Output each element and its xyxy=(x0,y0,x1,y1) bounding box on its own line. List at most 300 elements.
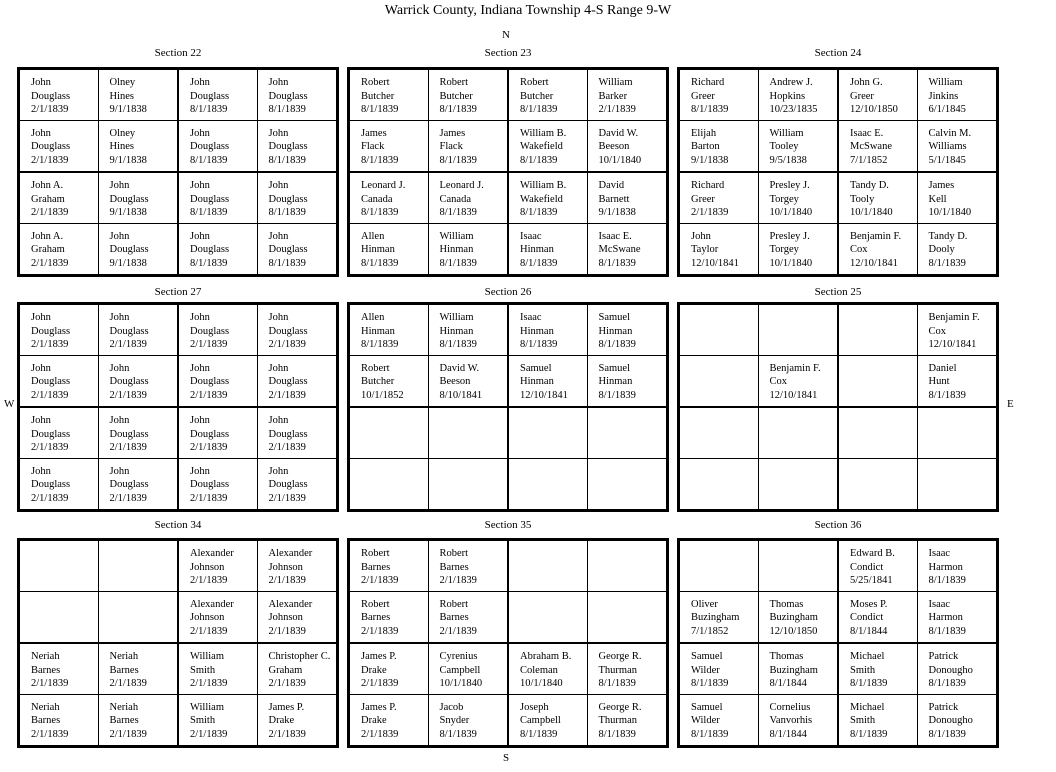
quarter-section xyxy=(350,70,508,172)
patent-date: 8/1/1839 xyxy=(928,575,966,586)
owner-first-name: Leonard J. xyxy=(439,180,484,191)
land-parcel xyxy=(20,541,99,592)
land-parcel xyxy=(99,541,178,592)
patent-date: 2/1/1839 xyxy=(268,625,306,637)
owner-last-name: Graham xyxy=(268,664,303,676)
owner-last-name: Johnson xyxy=(190,612,225,623)
land-parcel xyxy=(839,70,918,121)
owner-first-name: Isaac E. xyxy=(850,127,884,139)
owner-last-name: Buzingham xyxy=(769,664,818,676)
owner-first-name: William xyxy=(439,230,474,242)
owner-first-name: Robert xyxy=(361,548,390,559)
owner-last-name: Douglass xyxy=(268,428,308,440)
patent-date: 12/10/1841 xyxy=(769,389,818,401)
owner-first-name: John xyxy=(268,312,289,323)
owner-last-name: Jinkins xyxy=(928,90,959,102)
patent-date: 8/1/1839 xyxy=(691,678,729,689)
owner-first-name: Isaac xyxy=(520,312,542,323)
land-parcel xyxy=(918,224,997,275)
compass-north-label: N xyxy=(502,29,510,41)
quarter-section xyxy=(508,70,666,172)
land-parcel xyxy=(429,70,508,121)
quarter-section xyxy=(508,541,666,643)
land-parcel xyxy=(588,70,667,121)
owner-last-name: Butcher xyxy=(361,90,395,102)
owner-last-name: Hinman xyxy=(598,325,633,337)
patent-date: 10/1/1852 xyxy=(361,389,404,401)
owner-first-name: Robert xyxy=(439,77,469,88)
owner-first-name: Neriah xyxy=(109,701,139,713)
owner-first-name: Jacob xyxy=(439,701,464,713)
patent-date: 2/1/1839 xyxy=(361,728,399,740)
section-grid xyxy=(677,538,999,748)
patent-date: 8/1/1839 xyxy=(361,154,399,166)
owner-first-name: James xyxy=(361,127,387,139)
owner-first-name: John xyxy=(109,362,130,374)
patent-date: 9/1/1838 xyxy=(691,154,729,166)
owner-first-name: Samuel xyxy=(691,701,723,713)
owner-first-name: Moses P. xyxy=(850,598,888,610)
owner-first-name: John xyxy=(190,127,210,139)
quarter-section xyxy=(20,407,178,509)
section-grid xyxy=(347,67,669,277)
owner-last-name: Hinman xyxy=(598,376,633,387)
owner-last-name: Hinman xyxy=(439,244,474,255)
owner-last-name: Cox xyxy=(850,244,868,255)
patent-date: 2/1/1839 xyxy=(190,625,228,637)
patent-date: 8/1/1839 xyxy=(268,257,306,269)
patent-date: 8/1/1839 xyxy=(928,389,966,401)
patent-date: 8/1/1839 xyxy=(361,257,399,269)
land-parcel xyxy=(258,224,337,275)
section-grid xyxy=(17,538,339,748)
quarter-section xyxy=(350,407,508,509)
owner-last-name: Wilder xyxy=(691,715,720,726)
section-grid xyxy=(347,538,669,748)
patent-date: 8/1/1839 xyxy=(928,257,966,269)
land-parcel xyxy=(509,644,588,695)
owner-first-name: Robert xyxy=(439,548,469,559)
owner-last-name: Cox xyxy=(928,325,947,337)
patent-date: 8/1/1839 xyxy=(598,728,636,740)
owner-last-name: Barnes xyxy=(439,612,469,623)
owner-first-name: William xyxy=(439,312,474,323)
land-parcel xyxy=(759,459,838,510)
owner-last-name: Butcher xyxy=(439,90,473,102)
land-parcel xyxy=(429,541,508,592)
owner-last-name: Greer xyxy=(691,90,715,102)
patent-date: 8/1/1844 xyxy=(769,728,807,740)
land-parcel xyxy=(99,224,178,275)
owner-last-name: Hinman xyxy=(520,376,554,387)
owner-first-name: John xyxy=(268,230,289,242)
owner-last-name: Douglass xyxy=(109,244,149,255)
owner-first-name: Alexander xyxy=(190,598,234,610)
owner-last-name: Douglass xyxy=(190,90,230,102)
land-parcel xyxy=(759,70,838,121)
owner-first-name: William xyxy=(190,651,224,662)
patent-date: 2/1/1839 xyxy=(109,492,147,504)
owner-last-name: Douglass xyxy=(190,244,230,255)
owner-first-name: William B. xyxy=(520,180,567,191)
owner-first-name: Robert xyxy=(520,77,549,88)
land-parcel xyxy=(20,592,99,643)
land-parcel xyxy=(20,305,99,356)
patent-date: 2/1/1839 xyxy=(109,678,147,689)
owner-first-name: Robert xyxy=(361,598,390,610)
owner-last-name: Torgey xyxy=(769,244,799,255)
patent-date: 2/1/1839 xyxy=(190,678,228,689)
quarter-section xyxy=(680,172,838,274)
land-parcel xyxy=(258,173,337,224)
owner-first-name: Robert xyxy=(439,598,469,610)
patent-date: 8/1/1839 xyxy=(520,154,558,166)
owner-first-name: Allen xyxy=(361,312,385,323)
patent-date: 10/1/1840 xyxy=(769,207,813,218)
owner-last-name: Barker xyxy=(598,90,628,102)
land-parcel xyxy=(680,356,759,407)
owner-first-name: David W. xyxy=(598,127,639,139)
patent-date: 8/1/1839 xyxy=(439,104,477,115)
patent-date: 10/23/1835 xyxy=(769,104,818,115)
patent-date: 8/1/1839 xyxy=(439,339,477,350)
land-parcel xyxy=(680,644,759,695)
quarter-section xyxy=(178,643,336,745)
land-parcel xyxy=(759,541,838,592)
owner-last-name: Douglass xyxy=(268,325,308,337)
quarter-section xyxy=(20,305,178,407)
quarter-section xyxy=(350,172,508,274)
patent-date: 2/1/1839 xyxy=(361,575,399,586)
patent-date: 8/1/1839 xyxy=(361,104,399,115)
quarter-section xyxy=(680,70,838,172)
quarter-section xyxy=(838,172,996,274)
owner-first-name: Oliver xyxy=(691,598,718,610)
patent-date: 2/1/1839 xyxy=(691,207,729,218)
land-parcel xyxy=(509,70,588,121)
quarter-section xyxy=(508,305,666,407)
owner-last-name: Douglass xyxy=(109,428,149,440)
land-parcel xyxy=(839,408,918,459)
patent-date: 8/1/1839 xyxy=(268,104,306,115)
owner-last-name: Smith xyxy=(850,664,876,676)
land-parcel xyxy=(99,70,178,121)
land-parcel xyxy=(839,121,918,172)
owner-first-name: Benjamin F. xyxy=(850,230,902,242)
patent-date: 2/1/1839 xyxy=(31,339,69,350)
land-parcel xyxy=(918,173,997,224)
patent-date: 5/25/1841 xyxy=(850,575,893,586)
patent-date: 2/1/1839 xyxy=(31,207,69,218)
land-parcel xyxy=(99,459,178,510)
patent-date: 8/1/1839 xyxy=(190,104,228,115)
quarter-section xyxy=(680,541,838,643)
owner-last-name: Harmon xyxy=(928,612,963,623)
land-parcel xyxy=(429,695,508,746)
patent-date: 2/1/1839 xyxy=(439,625,477,637)
owner-last-name: Tooley xyxy=(769,141,799,152)
owner-first-name: Patrick xyxy=(928,701,959,713)
owner-last-name: Buzingham xyxy=(691,612,740,623)
land-parcel xyxy=(429,173,508,224)
quarter-section xyxy=(680,407,838,509)
owner-first-name: John xyxy=(109,312,130,323)
land-parcel xyxy=(20,644,99,695)
patent-date: 8/1/1839 xyxy=(439,257,477,269)
land-parcel xyxy=(179,121,258,172)
quarter-section xyxy=(838,407,996,509)
owner-last-name: Douglass xyxy=(31,141,71,152)
patent-date: 8/1/1839 xyxy=(598,339,636,350)
quarter-section xyxy=(838,541,996,643)
land-parcel xyxy=(20,121,99,172)
owner-last-name: Barnes xyxy=(31,715,61,726)
owner-last-name: Barnes xyxy=(109,715,139,726)
patent-date: 2/1/1839 xyxy=(268,678,306,689)
patent-date: 10/1/1840 xyxy=(439,678,483,689)
land-parcel xyxy=(680,305,759,356)
owner-first-name: Cyrenius xyxy=(439,651,478,662)
owner-first-name: David W. xyxy=(439,362,480,374)
owner-first-name: William xyxy=(769,127,804,139)
land-parcel xyxy=(179,541,258,592)
patent-date: 2/1/1839 xyxy=(31,104,69,115)
owner-last-name: Wakefield xyxy=(520,193,563,205)
land-parcel xyxy=(179,173,258,224)
patent-date: 2/1/1839 xyxy=(31,492,69,504)
owner-last-name: Condict xyxy=(850,612,884,623)
owner-last-name: Beeson xyxy=(598,141,630,152)
patent-date: 8/1/1839 xyxy=(268,207,306,218)
patent-date: 2/1/1839 xyxy=(109,339,147,350)
patent-date: 8/1/1839 xyxy=(598,257,636,269)
land-parcel xyxy=(258,356,337,407)
land-parcel xyxy=(258,408,337,459)
land-parcel xyxy=(20,408,99,459)
land-parcel xyxy=(429,408,508,459)
patent-date: 10/1/1840 xyxy=(769,257,813,269)
land-parcel xyxy=(588,305,667,356)
owner-first-name: Edward B. xyxy=(850,548,895,559)
land-parcel xyxy=(680,224,759,275)
owner-first-name: Leonard J. xyxy=(361,180,406,191)
owner-first-name: Robert xyxy=(361,362,390,374)
owner-last-name: Barnett xyxy=(598,193,630,205)
land-parcel xyxy=(20,224,99,275)
owner-last-name: Drake xyxy=(361,664,387,676)
owner-first-name: John xyxy=(190,230,210,242)
patent-date: 2/1/1839 xyxy=(190,728,228,740)
owner-last-name: Vanvorhis xyxy=(769,715,813,726)
owner-first-name: John xyxy=(31,362,51,374)
patent-date: 7/1/1852 xyxy=(691,625,729,637)
owner-first-name: Isaac xyxy=(928,548,951,559)
land-parcel xyxy=(680,541,759,592)
land-parcel xyxy=(759,592,838,643)
patent-date: 2/1/1839 xyxy=(190,389,228,401)
land-parcel xyxy=(429,356,508,407)
section-title: Section 27 xyxy=(154,286,202,298)
land-parcel xyxy=(99,356,178,407)
owner-last-name: Johnson xyxy=(190,561,225,573)
patent-date: 2/1/1839 xyxy=(109,389,147,401)
land-parcel xyxy=(20,459,99,510)
land-parcel xyxy=(258,121,337,172)
section-title: Section 26 xyxy=(484,286,532,298)
owner-last-name: Wilder xyxy=(691,664,720,676)
land-parcel xyxy=(179,592,258,643)
patent-date: 8/1/1839 xyxy=(190,257,228,269)
owner-first-name: John xyxy=(190,465,210,477)
owner-last-name: Wakefield xyxy=(520,141,563,152)
quarter-section xyxy=(178,172,336,274)
land-parcel xyxy=(350,408,429,459)
patent-date: 12/10/1850 xyxy=(769,625,818,637)
section-title: Section 25 xyxy=(814,286,862,298)
land-parcel xyxy=(588,592,667,643)
land-parcel xyxy=(258,644,337,695)
land-parcel xyxy=(588,695,667,746)
owner-first-name: James P. xyxy=(268,701,305,713)
owner-last-name: Canada xyxy=(361,193,393,205)
quarter-section xyxy=(680,305,838,407)
owner-first-name: Richard xyxy=(691,180,725,191)
land-parcel xyxy=(759,173,838,224)
land-parcel xyxy=(918,644,997,695)
owner-first-name: Isaac E. xyxy=(598,230,632,242)
section-title: Section 24 xyxy=(814,47,862,59)
compass-west-label: W xyxy=(4,398,15,410)
owner-last-name: Douglass xyxy=(31,90,71,102)
owner-first-name: Tandy D. xyxy=(928,230,968,242)
patent-date: 2/1/1839 xyxy=(31,257,69,269)
land-parcel xyxy=(839,644,918,695)
owner-last-name: Douglass xyxy=(190,479,230,490)
land-parcel xyxy=(839,305,918,356)
owner-last-name: Drake xyxy=(268,715,295,726)
owner-last-name: Hinman xyxy=(361,325,395,337)
patent-date: 8/1/1839 xyxy=(520,339,558,350)
patent-date: 2/1/1839 xyxy=(439,575,477,586)
patent-date: 2/1/1839 xyxy=(109,728,147,740)
owner-first-name: John xyxy=(31,77,51,88)
owner-first-name: Alexander xyxy=(190,548,234,559)
owner-first-name: Samuel xyxy=(520,362,552,374)
owner-first-name: John xyxy=(109,180,130,191)
land-parcel xyxy=(179,408,258,459)
land-parcel xyxy=(588,408,667,459)
owner-last-name: Beeson xyxy=(439,376,471,387)
quarter-section xyxy=(508,172,666,274)
land-parcel xyxy=(759,121,838,172)
owner-first-name: James xyxy=(439,127,466,139)
section-grid xyxy=(677,67,999,277)
land-parcel xyxy=(99,121,178,172)
owner-last-name: Hinman xyxy=(520,244,554,255)
owner-last-name: Condict xyxy=(850,561,884,573)
land-parcel xyxy=(509,224,588,275)
land-parcel xyxy=(918,408,997,459)
land-parcel xyxy=(839,224,918,275)
owner-last-name: Flack xyxy=(439,141,463,152)
owner-first-name: David xyxy=(598,180,625,191)
owner-last-name: Hines xyxy=(109,90,134,102)
section-title: Section 36 xyxy=(814,519,862,531)
patent-date: 8/1/1839 xyxy=(268,154,306,166)
owner-first-name: Patrick xyxy=(928,651,959,662)
land-parcel xyxy=(759,224,838,275)
land-parcel xyxy=(509,695,588,746)
owner-first-name: Benjamin F. xyxy=(928,312,980,323)
owner-first-name: John xyxy=(31,312,51,323)
land-parcel xyxy=(509,408,588,459)
land-parcel xyxy=(759,644,838,695)
owner-last-name: Douglass xyxy=(109,376,149,387)
patent-date: 2/1/1839 xyxy=(268,389,306,401)
owner-last-name: Barton xyxy=(691,141,720,152)
owner-last-name: Douglass xyxy=(190,376,230,387)
quarter-section xyxy=(178,70,336,172)
section-grid xyxy=(17,67,339,277)
patent-date: 8/1/1839 xyxy=(361,339,399,350)
owner-first-name: George R. xyxy=(598,701,642,713)
patent-date: 9/1/1838 xyxy=(109,154,147,166)
owner-first-name: John xyxy=(31,415,51,426)
owner-first-name: James P. xyxy=(361,701,397,713)
patent-date: 2/1/1839 xyxy=(31,678,69,689)
land-parcel xyxy=(99,592,178,643)
patent-date: 12/10/1841 xyxy=(928,339,977,350)
owner-first-name: Allen xyxy=(361,230,385,242)
patent-date: 8/1/1839 xyxy=(361,207,399,218)
owner-last-name: Torgey xyxy=(769,193,799,205)
land-parcel xyxy=(179,695,258,746)
owner-first-name: Samuel xyxy=(691,651,723,662)
land-parcel xyxy=(258,70,337,121)
section-grid xyxy=(347,302,669,512)
patent-date: 9/1/1838 xyxy=(109,257,147,269)
patent-date: 8/1/1844 xyxy=(769,678,807,689)
patent-date: 8/1/1839 xyxy=(190,154,228,166)
owner-first-name: John xyxy=(190,312,210,323)
owner-last-name: Hopkins xyxy=(769,90,806,102)
land-parcel xyxy=(588,224,667,275)
land-parcel xyxy=(680,121,759,172)
owner-last-name: Graham xyxy=(31,193,65,205)
owner-last-name: Douglass xyxy=(190,141,230,152)
owner-first-name: Alexander xyxy=(268,548,313,559)
patent-date: 2/1/1839 xyxy=(598,104,636,115)
land-parcel xyxy=(20,70,99,121)
land-parcel xyxy=(680,592,759,643)
quarter-section xyxy=(508,407,666,509)
land-parcel xyxy=(680,459,759,510)
owner-last-name: Graham xyxy=(31,244,65,255)
owner-last-name: Douglass xyxy=(268,141,308,152)
owner-last-name: Douglass xyxy=(109,479,149,490)
patent-date: 8/1/1839 xyxy=(928,678,966,689)
owner-last-name: Thurman xyxy=(598,715,637,726)
land-parcel xyxy=(588,356,667,407)
land-parcel xyxy=(839,459,918,510)
section-title: Section 23 xyxy=(484,47,532,59)
land-parcel xyxy=(350,644,429,695)
section-title: Section 35 xyxy=(484,519,532,531)
owner-first-name: Cornelius xyxy=(769,701,811,713)
patent-date: 8/1/1839 xyxy=(520,728,558,740)
owner-first-name: John xyxy=(109,415,130,426)
quarter-section xyxy=(508,643,666,745)
